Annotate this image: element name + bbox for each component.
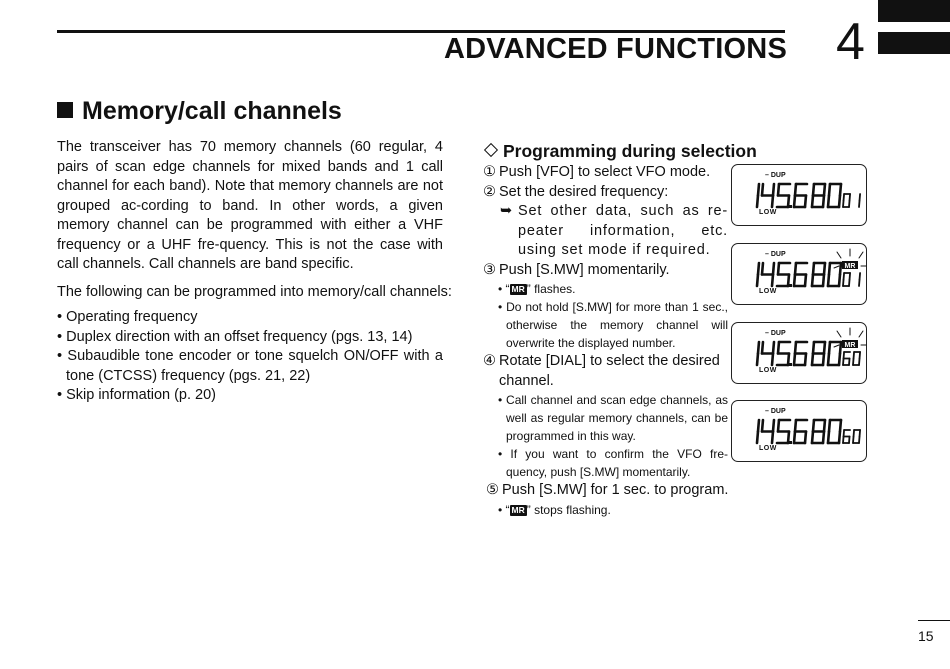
dup-indicator: – DUP — [765, 408, 786, 415]
lcd-segment — [839, 196, 840, 208]
lcd-segment — [834, 345, 839, 347]
low-power-indicator: LOW — [759, 209, 777, 216]
lcd-segment — [795, 263, 796, 275]
lcd-segment — [859, 201, 860, 208]
lcd-segment — [823, 196, 824, 208]
lcd-segment — [794, 432, 795, 444]
list-item: • Subaudible tone encoder or tone squelch ON/OFF with a tone (CTCSS) frequency (pgs. 21, 22) — [57, 348, 443, 384]
step-3-note-hold-warning: • Do not hold [S.MW] for more than 1 sec., otherwise the memory channel will overwrite the displayed number. — [498, 300, 728, 350]
lcd-segment — [762, 420, 763, 432]
mr-label: MR — [844, 263, 856, 270]
lcd-segment — [839, 275, 840, 287]
following-paragraph: The following can be programmed into memory/call channels: — [57, 284, 452, 300]
step-2 — [483, 183, 728, 203]
lcd-segment — [773, 263, 774, 275]
lcd-segment — [859, 437, 860, 444]
lcd-segment — [813, 263, 814, 275]
lcd-segments — [732, 401, 868, 463]
step-1 — [483, 163, 728, 183]
lcd-display-2 — [731, 243, 867, 305]
lcd-segment — [778, 342, 779, 354]
step-number: ③ — [483, 261, 496, 278]
lcd-segment — [812, 432, 813, 444]
lcd-segment — [788, 196, 789, 208]
lcd-segment — [840, 420, 841, 432]
lcd-segment — [757, 432, 758, 444]
lcd-segment — [837, 331, 841, 337]
lcd-display-1 — [731, 164, 867, 226]
lcd-segment — [844, 430, 845, 437]
lcd-segment — [853, 359, 854, 366]
lcd-segment — [840, 342, 841, 354]
lcd-segment — [843, 201, 844, 208]
lcd-segment — [788, 275, 789, 287]
step-2-substep — [500, 202, 728, 261]
lcd-segment — [795, 184, 796, 196]
lcd-segment — [828, 275, 829, 287]
lcd-decimal-point — [789, 363, 792, 366]
mr-label: MR — [844, 342, 856, 349]
lcd-segment — [844, 194, 845, 201]
step-5-note-stops-flashing: • “ MR ” stops flashing. — [498, 502, 611, 517]
lcd-segment — [773, 184, 774, 196]
lcd-segment — [772, 196, 773, 208]
intro-paragraph: The transceiver has 70 memory channels (60 regular, 4 pairs of scan edge channels for mixed bands and 1 call channel for each band). Note that memory channels are not grouped ac-cording to band. In other words, a given memory channel can be programmed with either a VHF frequency or a UHF fre-quency. This is not the case with call channels. Call channels are band specific. — [57, 139, 443, 272]
lcd-segments — [732, 323, 868, 385]
lcd-segment — [860, 352, 861, 359]
step-text: Rotate [DIAL] to select the desired channel. — [499, 353, 720, 389]
step-4 — [483, 352, 728, 391]
lcd-segment — [823, 432, 824, 444]
lcd-display-4 — [731, 400, 867, 462]
dup-indicator: – DUP — [765, 251, 786, 258]
lcd-segment — [758, 342, 759, 354]
lcd-segment — [853, 437, 854, 444]
page-number: 15 — [918, 628, 934, 644]
arrow-icon: ➥ — [500, 203, 513, 219]
lcd-segment — [840, 263, 841, 275]
lcd-segments — [732, 244, 868, 306]
lcd-segment — [758, 420, 759, 432]
subsection-title — [483, 141, 757, 162]
step-3 — [483, 261, 728, 281]
square-bullet-icon — [57, 102, 73, 118]
lcd-segment — [843, 280, 844, 287]
lcd-segment — [778, 184, 779, 196]
step-4-note-confirm: • If you want to confirm the VFO fre-quency, push [S.MW] momentarily. — [498, 447, 728, 479]
lcd-segment — [844, 273, 845, 280]
lcd-segment — [860, 273, 861, 280]
lcd-segment — [813, 184, 814, 196]
lcd-segment — [758, 184, 759, 196]
lcd-segment — [812, 354, 813, 366]
lcd-decimal-point — [789, 205, 792, 208]
lcd-segment — [839, 354, 840, 366]
lcd-segment — [824, 342, 825, 354]
lcd-segment — [824, 184, 825, 196]
lcd-segment — [859, 252, 863, 258]
chapter-number: 4 — [836, 13, 865, 71]
lcd-segment — [859, 331, 863, 337]
section-title — [57, 97, 342, 126]
lcd-segment — [795, 342, 796, 354]
step-3-note-mr-flashes: • “ MR ” flashes. — [498, 282, 576, 296]
lcd-segment — [772, 432, 773, 444]
mr-indicator-icon: MR — [511, 504, 525, 515]
step-text: Set the desired frequency: — [499, 183, 669, 200]
lcd-segment — [849, 359, 850, 366]
step-text: Push [S.MW] for 1 sec. to program. — [502, 482, 729, 498]
lcd-segment — [828, 196, 829, 208]
page-number-rule — [918, 620, 950, 621]
chapter-title: ADVANCED FUNCTIONS — [443, 33, 787, 65]
lcd-segment — [805, 354, 806, 366]
lcd-segment — [762, 184, 763, 196]
lcd-segment — [824, 420, 825, 432]
steps-list — [483, 163, 728, 519]
step-number: ④ — [483, 353, 496, 369]
lcd-segment — [860, 194, 861, 201]
lcd-segment — [859, 280, 860, 287]
lcd-segment — [757, 275, 758, 287]
lcd-segment — [794, 354, 795, 366]
lcd-segment — [860, 430, 861, 437]
section-title-text: Memory/call channels — [82, 97, 342, 125]
lcd-segment — [773, 420, 774, 432]
lcd-segment — [813, 342, 814, 354]
substep-text: Set other data, such as re-peater information, etc. using set mode if required. — [518, 203, 728, 258]
step-text: Push [S.MW] momentarily. — [499, 261, 670, 278]
lcd-segment — [843, 359, 844, 366]
lcd-segment — [829, 263, 830, 275]
lcd-segment — [813, 420, 814, 432]
lcd-segment — [854, 430, 855, 437]
chapter-tab-bar-top — [878, 0, 950, 22]
lcd-segment — [834, 266, 839, 268]
list-item: • Operating frequency — [57, 309, 198, 325]
step-4-note-channels: • Call channel and scan edge channels, as well as regular memory channels, can be programmed in this way. — [498, 393, 728, 443]
lcd-segment — [794, 196, 795, 208]
lcd-segment — [849, 280, 850, 287]
lcd-segment — [828, 354, 829, 366]
step-number: ① — [483, 164, 496, 180]
lcd-segment — [762, 263, 763, 275]
lcd-segment — [823, 275, 824, 287]
low-power-indicator: LOW — [759, 445, 777, 452]
lcd-segment — [859, 359, 860, 366]
low-power-indicator: LOW — [759, 288, 777, 295]
lcd-segment — [788, 354, 789, 366]
chapter-tab-bar — [878, 32, 950, 54]
lcd-segment — [757, 354, 758, 366]
lcd-segment — [772, 275, 773, 287]
mr-indicator-icon: MR — [511, 284, 525, 294]
step-number: ⑤ — [486, 482, 499, 498]
lcd-segment — [849, 201, 850, 208]
lcd-segment — [812, 196, 813, 208]
programmable-items-list — [57, 308, 443, 406]
lcd-segment — [828, 432, 829, 444]
lcd-segment — [778, 420, 779, 432]
lcd-segment — [762, 342, 763, 354]
lcd-segment — [795, 420, 796, 432]
lcd-segment — [757, 196, 758, 208]
lcd-segment — [839, 432, 840, 444]
step-5 — [486, 481, 728, 501]
subsection-title-text: Programming during selection — [503, 141, 757, 161]
lcd-segment — [837, 252, 841, 258]
list-item: • Skip information (p. 20) — [57, 387, 217, 403]
lcd-segment — [794, 275, 795, 287]
step-number: ② — [483, 183, 496, 200]
lcd-segment — [778, 263, 779, 275]
lcd-segment — [773, 342, 774, 354]
lcd-decimal-point — [789, 284, 792, 287]
lcd-segment — [823, 354, 824, 366]
lcd-segment — [805, 432, 806, 444]
lcd-segment — [812, 275, 813, 287]
lcd-segment — [805, 196, 806, 208]
lcd-decimal-point — [789, 441, 792, 444]
lcd-segment — [854, 352, 855, 359]
lcd-segment — [850, 273, 851, 280]
lcd-display-3 — [731, 322, 867, 384]
lcd-segment — [829, 420, 830, 432]
lcd-segments — [732, 165, 868, 227]
lcd-segment — [772, 354, 773, 366]
step-text: Push [VFO] to select VFO mode. — [499, 164, 711, 180]
lcd-segment — [844, 352, 845, 359]
lcd-segment — [829, 184, 830, 196]
lcd-segment — [850, 194, 851, 201]
lcd-segment — [824, 263, 825, 275]
lcd-segment — [840, 184, 841, 196]
lcd-segment — [849, 437, 850, 444]
lcd-segment — [829, 342, 830, 354]
dup-indicator: – DUP — [765, 172, 786, 179]
low-power-indicator: LOW — [759, 367, 777, 374]
dup-indicator: – DUP — [765, 330, 786, 337]
lcd-segment — [788, 432, 789, 444]
lcd-segment — [843, 437, 844, 444]
lcd-segment — [805, 275, 806, 287]
diamond-icon — [484, 143, 498, 157]
lcd-segment — [758, 263, 759, 275]
list-item: • Duplex direction with an offset frequency (pgs. 13, 14) — [57, 328, 413, 345]
